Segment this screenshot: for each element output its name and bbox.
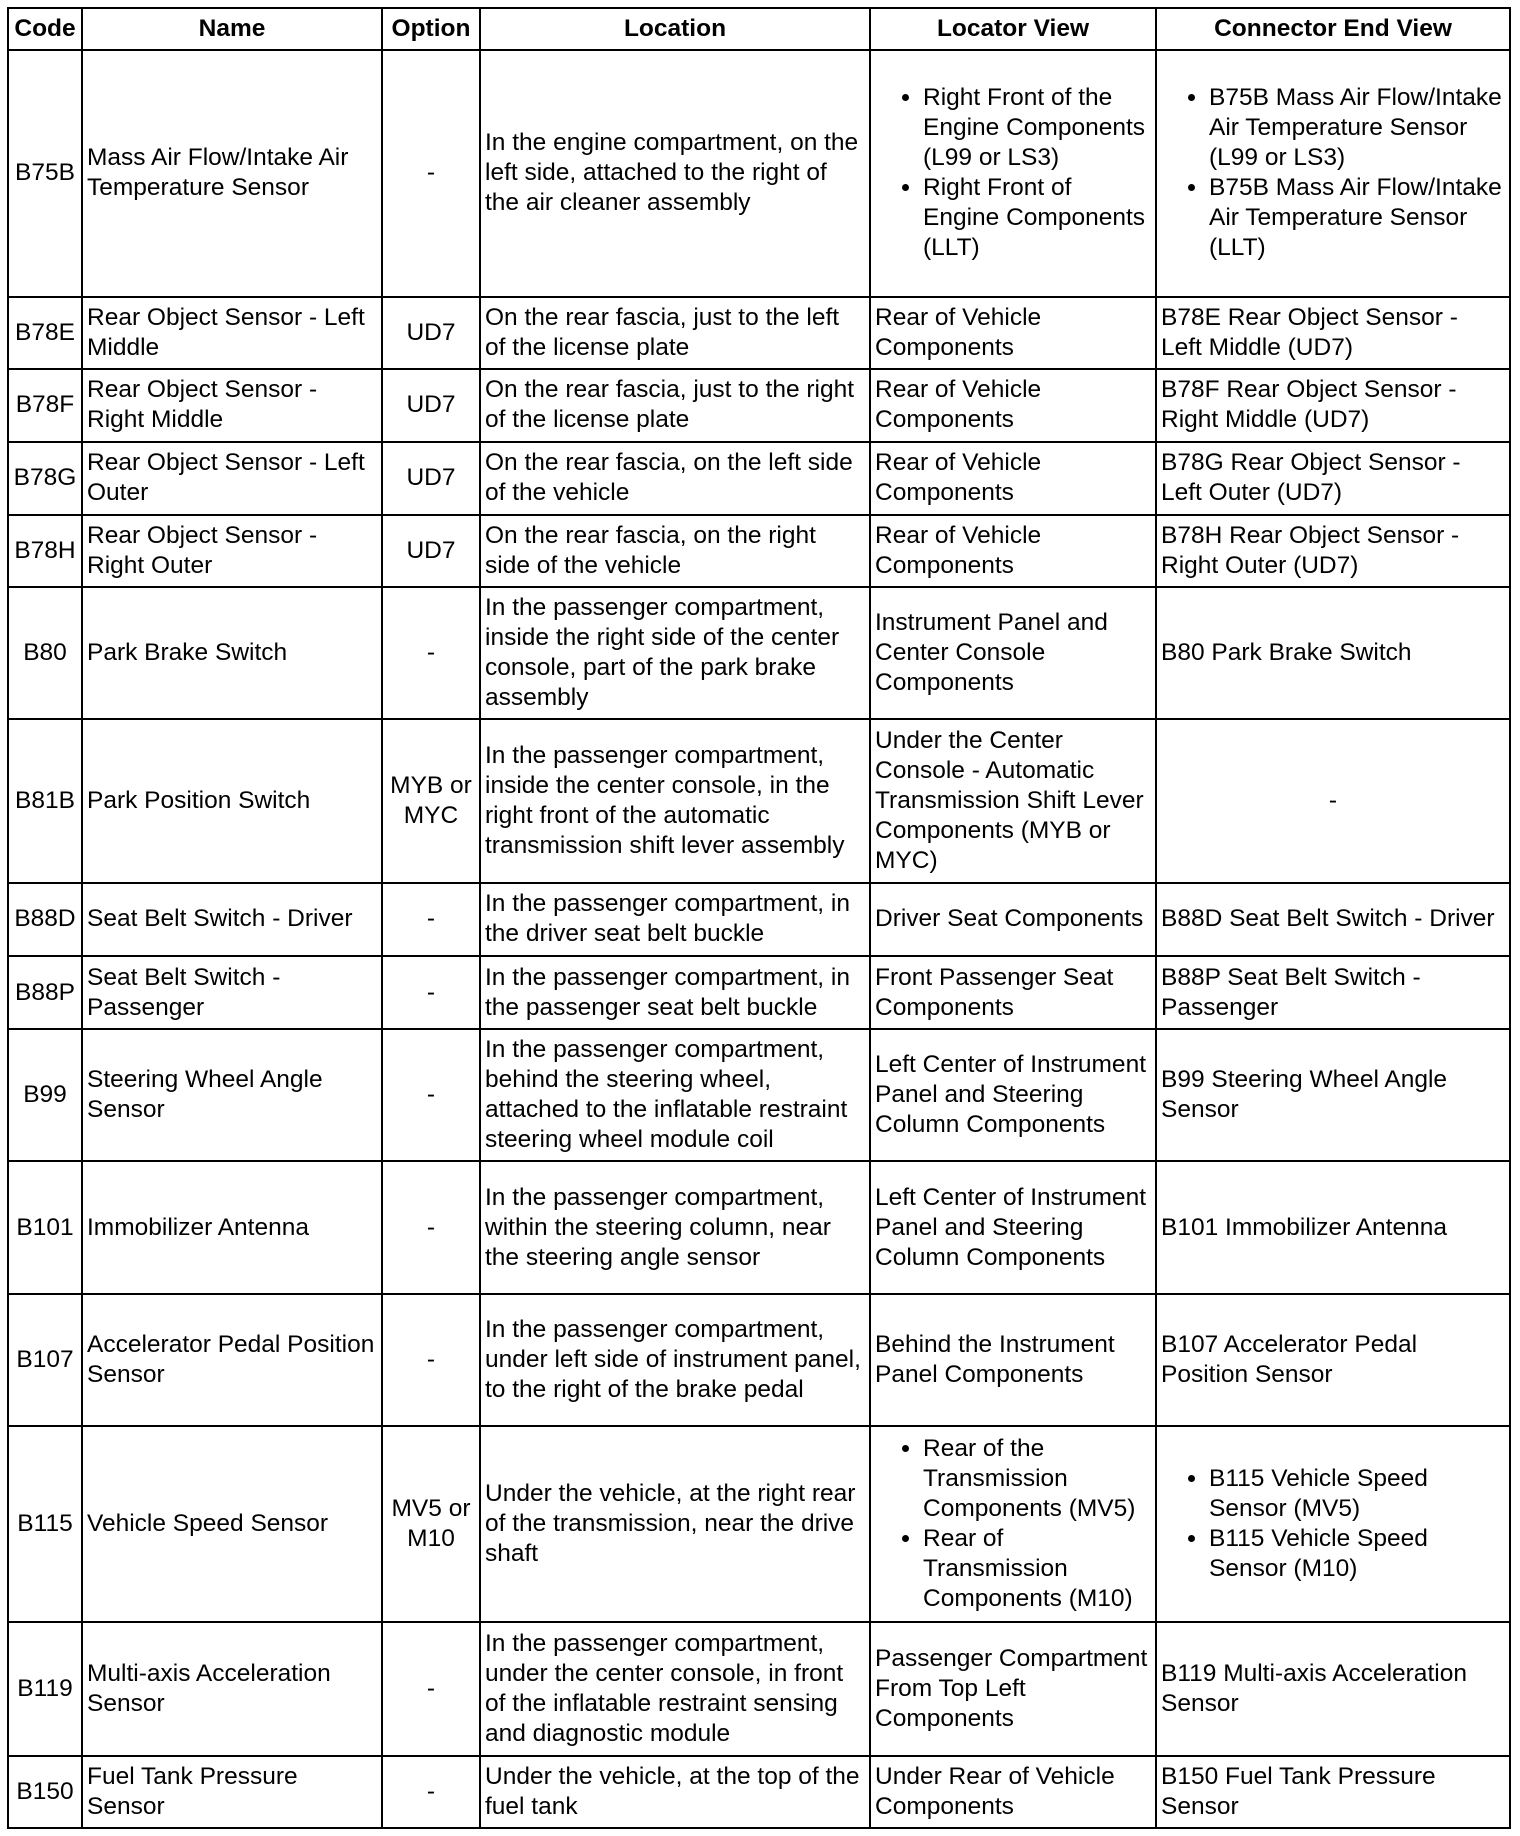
code-cell: B78E [8,297,82,369]
code-cell: B119 [8,1622,82,1755]
location-cell: In the engine compartment, on the left side, attached to the right of the air cleaner assembly [480,50,870,297]
list-item: • B75B Mass Air Flow/Intake Air Temperature Sensor (L99 or LS3) [1209,83,1505,173]
location-cell: In the passenger compartment, under the center console, in front of the inflatable restraint sensing and diagnostic module [480,1622,870,1755]
option-cell: MV5 or M10 [382,1426,480,1622]
connector-end-view-cell: B80 Park Brake Switch [1156,587,1510,719]
locator-view-cell: Rear of Vehicle Components [870,442,1156,515]
option-cell: MYB or MYC [382,719,480,882]
table-row [8,719,1510,882]
connector-end-view-cell [1156,50,1510,297]
component-locator-table [7,7,1511,1829]
locator-view-cell: Left Center of Instrument Panel and Steering Column Components [870,1161,1156,1293]
code-cell: B78F [8,369,82,442]
connector-end-view-cell: B88D Seat Belt Switch - Driver [1156,883,1510,956]
connector-end-view-cell: B107 Accelerator Pedal Position Sensor [1156,1294,1510,1426]
name-cell: Rear Object Sensor - Right Middle [82,369,382,442]
option-cell: - [382,883,480,956]
connector-end-view-cell: B150 Fuel Tank Pressure Sensor [1156,1756,1510,1828]
name-cell: Seat Belt Switch - Driver [82,883,382,956]
header-name: Name [82,8,382,50]
header-connector-end-view: Connector End View [1156,8,1510,50]
option-cell: - [382,587,480,719]
code-cell: B101 [8,1161,82,1293]
table-row [8,1029,1510,1161]
locator-view-cell: Passenger Compartment From Top Left Components [870,1622,1156,1755]
option-cell: UD7 [382,369,480,442]
locator-view-cell: Rear of Vehicle Components [870,515,1156,587]
table-row [8,50,1510,297]
list-item: • Right Front of the Engine Components (L99 or LS3) [923,83,1151,173]
locator-view-cell: Under the Center Console - Automatic Transmission Shift Lever Components (MYB or MYC) [870,719,1156,882]
name-cell: Immobilizer Antenna [82,1161,382,1293]
code-cell: B107 [8,1294,82,1426]
location-cell: In the passenger compartment, within the steering column, near the steering angle sensor [480,1161,870,1293]
connector-end-view-list [1161,1464,1505,1584]
locator-view-cell: Instrument Panel and Center Console Components [870,587,1156,719]
list-item: • Rear of the Transmission Components (MV5) [923,1434,1151,1524]
option-cell: - [382,1294,480,1426]
name-cell: Rear Object Sensor - Right Outer [82,515,382,587]
name-cell: Park Position Switch [82,719,382,882]
table-row [8,1294,1510,1426]
location-cell: On the rear fascia, just to the right of the license plate [480,369,870,442]
location-cell: In the passenger compartment, in the passenger seat belt buckle [480,956,870,1029]
option-cell: - [382,1756,480,1828]
name-cell: Multi-axis Acceleration Sensor [82,1622,382,1755]
list-item: • B115 Vehicle Speed Sensor (MV5) [1209,1464,1505,1524]
location-cell: In the passenger compartment, inside the right side of the center console, part of the park brake assembly [480,587,870,719]
code-cell: B78H [8,515,82,587]
locator-view-cell: Left Center of Instrument Panel and Steering Column Components [870,1029,1156,1161]
table-row [8,442,1510,515]
table-row [8,1426,1510,1622]
location-cell: In the passenger compartment, under left side of instrument panel, to the right of the brake pedal [480,1294,870,1426]
name-cell: Fuel Tank Pressure Sensor [82,1756,382,1828]
option-cell: UD7 [382,515,480,587]
table-row [8,1622,1510,1755]
connector-end-view-cell: B78E Rear Object Sensor - Left Middle (UD7) [1156,297,1510,369]
table-row [8,515,1510,587]
location-cell: In the passenger compartment, in the driver seat belt buckle [480,883,870,956]
location-cell: On the rear fascia, on the right side of the vehicle [480,515,870,587]
code-cell: B80 [8,587,82,719]
option-cell: UD7 [382,297,480,369]
locator-view-cell: Under Rear of Vehicle Components [870,1756,1156,1828]
code-cell: B88D [8,883,82,956]
locator-view-cell [870,50,1156,297]
header-code: Code [8,8,82,50]
code-cell: B150 [8,1756,82,1828]
connector-end-view-cell: B88P Seat Belt Switch - Passenger [1156,956,1510,1029]
table-row [8,956,1510,1029]
table-row [8,369,1510,442]
code-cell: B99 [8,1029,82,1161]
option-cell: - [382,1622,480,1755]
location-cell: In the passenger compartment, behind the steering wheel, attached to the inflatable restraint steering wheel module coil [480,1029,870,1161]
name-cell: Vehicle Speed Sensor [82,1426,382,1622]
table-row [8,1161,1510,1293]
name-cell: Park Brake Switch [82,587,382,719]
locator-view-cell: Rear of Vehicle Components [870,369,1156,442]
header-locator-view: Locator View [870,8,1156,50]
table-row [8,587,1510,719]
locator-view-cell: Front Passenger Seat Components [870,956,1156,1029]
locator-view-cell: Rear of Vehicle Components [870,297,1156,369]
connector-end-view-cell: B101 Immobilizer Antenna [1156,1161,1510,1293]
code-cell: B115 [8,1426,82,1622]
location-cell: Under the vehicle, at the top of the fuel tank [480,1756,870,1828]
table-row [8,297,1510,369]
connector-end-view-cell: B119 Multi-axis Acceleration Sensor [1156,1622,1510,1755]
locator-view-cell: Behind the Instrument Panel Components [870,1294,1156,1426]
connector-end-view-cell: - [1156,719,1510,882]
header-option: Option [382,8,480,50]
list-item: • B75B Mass Air Flow/Intake Air Temperature Sensor (LLT) [1209,173,1505,263]
location-cell: On the rear fascia, just to the left of the license plate [480,297,870,369]
name-cell: Rear Object Sensor - Left Middle [82,297,382,369]
connector-end-view-cell: B99 Steering Wheel Angle Sensor [1156,1029,1510,1161]
name-cell: Accelerator Pedal Position Sensor [82,1294,382,1426]
name-cell: Mass Air Flow/Intake Air Temperature Sensor [82,50,382,297]
option-cell: - [382,1161,480,1293]
locator-view-list [875,83,1151,263]
table-row [8,1756,1510,1828]
name-cell: Seat Belt Switch - Passenger [82,956,382,1029]
connector-end-view-cell: B78H Rear Object Sensor - Right Outer (UD7) [1156,515,1510,587]
code-cell: B75B [8,50,82,297]
option-cell: - [382,50,480,297]
connector-end-view-cell: B78F Rear Object Sensor - Right Middle (UD7) [1156,369,1510,442]
header-location: Location [480,8,870,50]
code-cell: B78G [8,442,82,515]
option-cell: - [382,1029,480,1161]
code-cell: B88P [8,956,82,1029]
connector-end-view-list [1161,83,1505,263]
name-cell: Steering Wheel Angle Sensor [82,1029,382,1161]
option-cell: UD7 [382,442,480,515]
location-cell: Under the vehicle, at the right rear of the transmission, near the drive shaft [480,1426,870,1622]
table-row [8,883,1510,956]
list-item: • B115 Vehicle Speed Sensor (M10) [1209,1524,1505,1584]
locator-view-list [875,1434,1151,1614]
header-row [8,8,1510,50]
list-item: • Right Front of Engine Components (LLT) [923,173,1151,263]
locator-view-cell: Driver Seat Components [870,883,1156,956]
locator-view-cell [870,1426,1156,1622]
location-cell: On the rear fascia, on the left side of the vehicle [480,442,870,515]
location-cell: In the passenger compartment, inside the center console, in the right front of the automatic transmission shift lever assembly [480,719,870,882]
list-item: • Rear of Transmission Components (M10) [923,1524,1151,1614]
connector-end-view-cell: B78G Rear Object Sensor - Left Outer (UD7) [1156,442,1510,515]
name-cell: Rear Object Sensor - Left Outer [82,442,382,515]
connector-end-view-cell [1156,1426,1510,1622]
code-cell: B81B [8,719,82,882]
option-cell: - [382,956,480,1029]
